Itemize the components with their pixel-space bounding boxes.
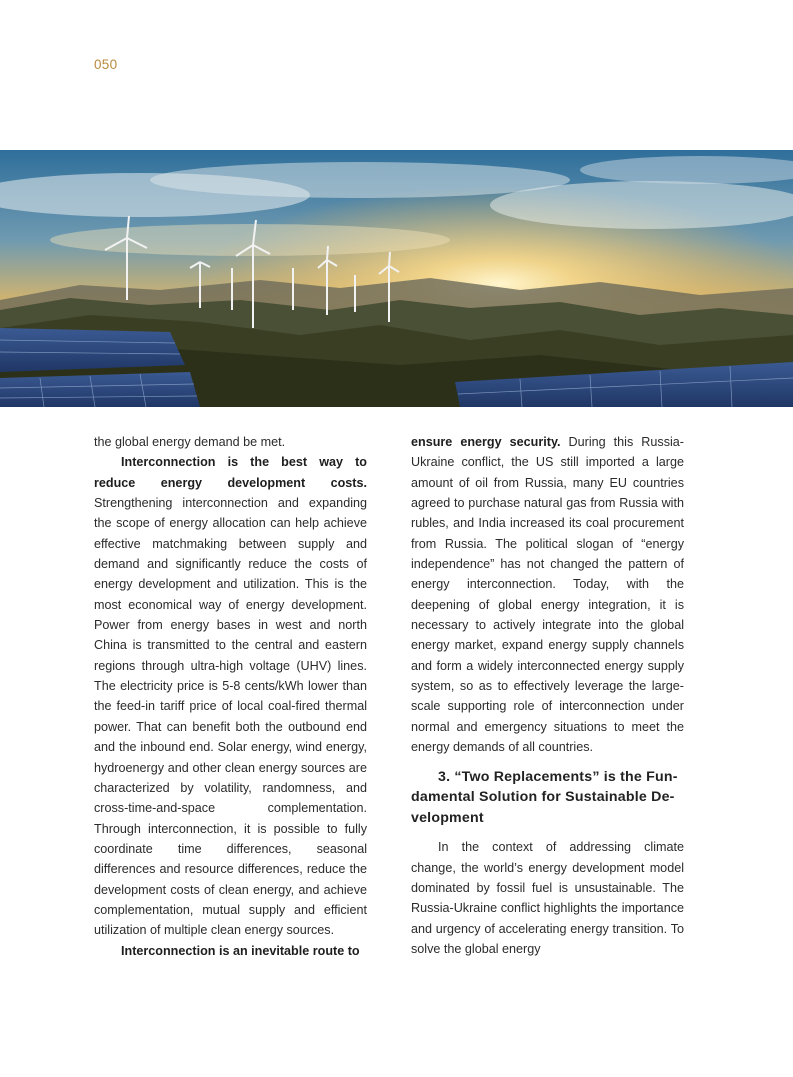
paragraph-lead: ensure energy security.: [411, 435, 561, 449]
page-number: 050: [94, 57, 118, 72]
paragraph-energy-costs: [94, 452, 367, 940]
heading-line: 3. “Two Replacements” is the Fun-: [438, 768, 678, 785]
paragraph-lead: Interconnection is an inevitable route to: [121, 943, 360, 958]
heading-line: velopment: [411, 809, 484, 826]
heading-line: damental Solution for Sustainable De-: [411, 789, 675, 806]
paragraph-energy-security-start: [94, 941, 367, 961]
paragraph-body: During this Russia-Ukraine conflict, the US still imported a large amount of oil from Russia, many EU countries agreed to purchase natural gas from Russia with rubles, and India increased its coal procurement from Russia. The political slogan of “energy independence” has not changed the pattern of energy interconnection. Today, with the deepening of global energy integration, it is necessary to actively integrate into the global energy market, expand energy supply channels and form a widely interconnected energy supply system, so as to effectively leverage the large-scale supporting role of interconnection under normal and emergency situations to meet the energy demands of all countries.: [411, 435, 684, 755]
right-column: [411, 432, 684, 959]
paragraph-body: Strengthening interconnection and expanding the scope of energy allocation can help achieve effective matchmaking between supply and demand and significantly reduce the costs of energy development and utilization. This is the most economical way of energy development. Power from energy bases in west and north China is transmitted to the central and eastern regions through ultra-high voltage (UHV) lines. The electricity price is 5-8 cents/kWh lower than the feed-in tariff price of local coal-fired thermal power. That can benefit both the outbound end and the inbound end. Solar energy, wind energy, hydroenergy and other clean energy sources are characterized by volatility, randomness, and cross-time-and-space complementation. Through interconnection, it is possible to fully coordinate time differences, seasonal differences and resource differences, reduce the development costs of clean energy, and achieve complementation, mutual supply and efficient utilization of multiple clean energy sources.: [94, 496, 367, 938]
paragraph-climate: In the context of addressing climate change, the world’s energy development model dominated by fossil fuel is unsustainable. The Russia-Ukraine conflict highlights the importance and urgency of accelerating energy transition. To solve the global energy: [411, 840, 684, 956]
hero-image: [0, 150, 793, 407]
paragraph-continued: the global energy demand be met.: [94, 435, 286, 449]
section-heading: [411, 767, 684, 829]
paragraph-energy-security: [411, 432, 684, 758]
left-column: [94, 432, 367, 961]
paragraph-lead: Interconnection is the best way to reduce energy development costs.: [94, 455, 367, 490]
